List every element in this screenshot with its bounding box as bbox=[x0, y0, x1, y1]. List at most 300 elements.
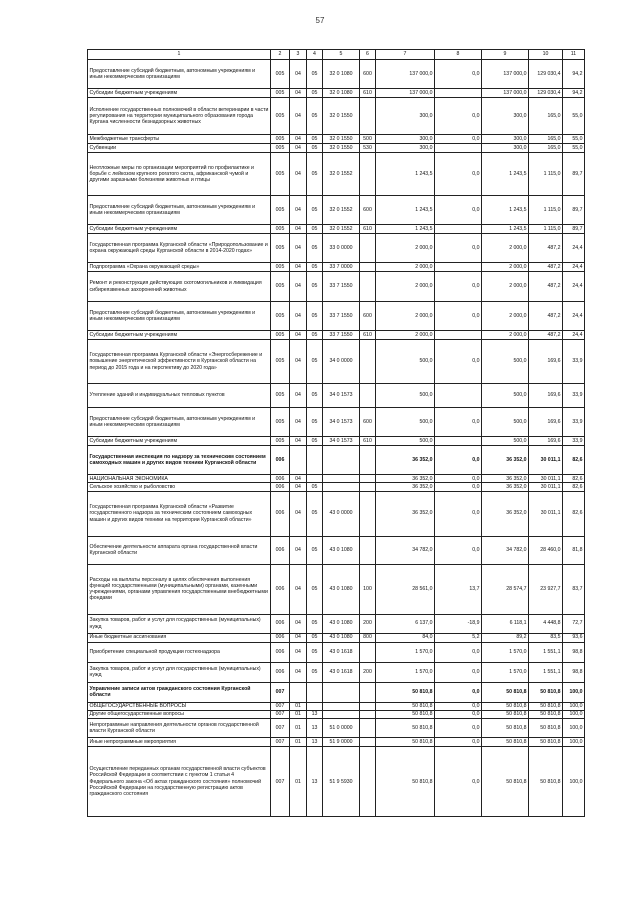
approved-amount-cell: 50 810,8 bbox=[376, 747, 435, 817]
row-name-cell: Межбюджетные трансферты bbox=[88, 135, 271, 144]
subsection-cell bbox=[307, 475, 323, 483]
section-cell: 04 bbox=[290, 225, 307, 234]
change-amount-cell bbox=[435, 331, 482, 340]
percent-executed-cell: 33,9 bbox=[563, 408, 585, 437]
executed-amount-cell: 30 011,1 bbox=[529, 491, 563, 536]
subsection-cell: 05 bbox=[307, 225, 323, 234]
column-header-7: 7 bbox=[376, 50, 435, 60]
subsection-cell: 05 bbox=[307, 437, 323, 446]
approved-amount-cell: 1 570,0 bbox=[376, 642, 435, 662]
section-cell: 04 bbox=[290, 272, 307, 302]
section-cell: 04 bbox=[290, 60, 307, 89]
executed-amount-cell: 165,0 bbox=[529, 144, 563, 153]
admin-code-cell: 005 bbox=[271, 302, 290, 331]
column-header-6: 6 bbox=[360, 50, 376, 60]
percent-executed-cell: 24,4 bbox=[563, 263, 585, 272]
row-name-cell: Ремонт и реконструкция действующих скотомогильников и ликвидация сибиреязвенных захоронений животных bbox=[88, 272, 271, 302]
expense-type-cell: 610 bbox=[360, 89, 376, 98]
change-amount-cell: 0,0 bbox=[435, 747, 482, 817]
subsection-cell: 05 bbox=[307, 60, 323, 89]
percent-executed-cell: 100,0 bbox=[563, 738, 585, 747]
target-article-cell: 32 0 1552 bbox=[323, 153, 360, 196]
table-body bbox=[88, 60, 585, 817]
approved-amount-cell: 50 810,8 bbox=[376, 702, 435, 710]
target-article-cell: 51 0 0000 bbox=[323, 719, 360, 738]
revised-amount-cell: 36 352,0 bbox=[482, 491, 529, 536]
admin-code-cell: 005 bbox=[271, 272, 290, 302]
expense-type-cell bbox=[360, 340, 376, 384]
budget-table bbox=[87, 49, 585, 817]
revised-amount-cell: 2 000,0 bbox=[482, 302, 529, 331]
row-name-cell: Субсидии бюджетным учреждениям bbox=[88, 331, 271, 340]
admin-code-cell: 006 bbox=[271, 491, 290, 536]
target-article-cell: 32 0 1080 bbox=[323, 60, 360, 89]
row-name-cell: Приобретение специальной продукции гостехнадзора bbox=[88, 642, 271, 662]
executed-amount-cell: 169,6 bbox=[529, 340, 563, 384]
executed-amount-cell: 50 810,8 bbox=[529, 747, 563, 817]
executed-amount-cell: 129 030,4 bbox=[529, 89, 563, 98]
percent-executed-cell: 94,2 bbox=[563, 60, 585, 89]
revised-amount-cell: 28 574,7 bbox=[482, 564, 529, 614]
change-amount-cell bbox=[435, 437, 482, 446]
target-article-cell: 33 7 1550 bbox=[323, 331, 360, 340]
row-name-cell: Управление записи актов гражданского состояния Курганской области bbox=[88, 682, 271, 702]
approved-amount-cell: 36 352,0 bbox=[376, 475, 435, 483]
section-cell: 04 bbox=[290, 491, 307, 536]
revised-amount-cell: 1 570,0 bbox=[482, 662, 529, 682]
row-name-cell: Подпрограмма «Охрана окружающей среды» bbox=[88, 263, 271, 272]
expense-type-cell: 800 bbox=[360, 633, 376, 642]
revised-amount-cell: 50 810,8 bbox=[482, 702, 529, 710]
row-name-cell: Исполнение государственных полномочий в области ветеринарии в части регулирования на территории муниципального образования города Кургана численности безнадзорных животных bbox=[88, 98, 271, 135]
revised-amount-cell: 36 352,0 bbox=[482, 483, 529, 491]
section-cell: 01 bbox=[290, 710, 307, 718]
subsection-cell: 13 bbox=[307, 719, 323, 738]
expense-type-cell: 600 bbox=[360, 408, 376, 437]
executed-amount-cell: 129 030,4 bbox=[529, 60, 563, 89]
admin-code-cell: 007 bbox=[271, 747, 290, 817]
subsection-cell: 05 bbox=[307, 234, 323, 263]
subsection-cell: 05 bbox=[307, 483, 323, 491]
change-amount-cell: 0,0 bbox=[435, 135, 482, 144]
row-name-cell: Субсидии бюджетным учреждениям bbox=[88, 89, 271, 98]
change-amount-cell: 0,0 bbox=[435, 702, 482, 710]
table-row bbox=[88, 144, 585, 153]
row-name-cell: Государственная программа Курганской области «Энергосбережение и повышение энергетической эффективности в Курганской области на период до 2015 года и на перспективу до 2020 года» bbox=[88, 340, 271, 384]
row-name-cell: Закупка товаров, работ и услуг для государственных (муниципальных) нужд bbox=[88, 614, 271, 633]
table-row bbox=[88, 747, 585, 817]
section-cell bbox=[290, 446, 307, 475]
executed-amount-cell: 1 115,0 bbox=[529, 196, 563, 225]
revised-amount-cell: 500,0 bbox=[482, 384, 529, 408]
approved-amount-cell: 1 243,5 bbox=[376, 225, 435, 234]
row-name-cell: Расходы на выплаты персоналу в целях обеспечения выполнения функций государственными (муниципальными) органами, казенными учреждениями, органами управления государственными внебюджетными фондами bbox=[88, 564, 271, 614]
target-article-cell: 43 0 1080 bbox=[323, 564, 360, 614]
target-article-cell: 43 0 0000 bbox=[323, 491, 360, 536]
section-cell: 04 bbox=[290, 135, 307, 144]
executed-amount-cell: 50 810,8 bbox=[529, 719, 563, 738]
approved-amount-cell: 50 810,8 bbox=[376, 682, 435, 702]
expense-type-cell bbox=[360, 153, 376, 196]
revised-amount-cell: 1 243,5 bbox=[482, 196, 529, 225]
executed-amount-cell: 487,2 bbox=[529, 302, 563, 331]
subsection-cell: 05 bbox=[307, 633, 323, 642]
expense-type-cell bbox=[360, 710, 376, 718]
expense-type-cell bbox=[360, 446, 376, 475]
expense-type-cell: 530 bbox=[360, 144, 376, 153]
approved-amount-cell: 2 000,0 bbox=[376, 263, 435, 272]
table-row bbox=[88, 384, 585, 408]
expense-type-cell: 100 bbox=[360, 564, 376, 614]
percent-executed-cell: 82,6 bbox=[563, 446, 585, 475]
row-name-cell: Сельское хозяйство и рыболовство bbox=[88, 483, 271, 491]
percent-executed-cell: 82,6 bbox=[563, 491, 585, 536]
admin-code-cell: 006 bbox=[271, 483, 290, 491]
percent-executed-cell: 100,0 bbox=[563, 710, 585, 718]
row-name-cell: Предоставление субсидий бюджетным, автономным учреждениям и иным некоммерческим организациям bbox=[88, 302, 271, 331]
revised-amount-cell: 500,0 bbox=[482, 340, 529, 384]
revised-amount-cell: 50 810,8 bbox=[482, 738, 529, 747]
section-cell: 04 bbox=[290, 536, 307, 564]
row-name-cell: Субсидии бюджетным учреждениям bbox=[88, 225, 271, 234]
revised-amount-cell: 2 000,0 bbox=[482, 272, 529, 302]
target-article-cell bbox=[323, 446, 360, 475]
subsection-cell: 05 bbox=[307, 408, 323, 437]
table-row bbox=[88, 633, 585, 642]
percent-executed-cell: 82,6 bbox=[563, 483, 585, 491]
percent-executed-cell: 98,8 bbox=[563, 662, 585, 682]
subsection-cell: 13 bbox=[307, 738, 323, 747]
row-name-cell: Государственная инспекция по надзору за техническим состоянием самоходных машин и других видов техники Курганской области bbox=[88, 446, 271, 475]
subsection-cell: 05 bbox=[307, 384, 323, 408]
admin-code-cell: 005 bbox=[271, 153, 290, 196]
percent-executed-cell: 100,0 bbox=[563, 719, 585, 738]
section-cell: 04 bbox=[290, 89, 307, 98]
target-article-cell: 33 7 0000 bbox=[323, 263, 360, 272]
approved-amount-cell: 300,0 bbox=[376, 144, 435, 153]
target-article-cell: 43 0 1618 bbox=[323, 642, 360, 662]
revised-amount-cell: 50 810,8 bbox=[482, 747, 529, 817]
percent-executed-cell: 89,7 bbox=[563, 153, 585, 196]
row-name-cell: Иные непрограммные мероприятия bbox=[88, 738, 271, 747]
table-row bbox=[88, 719, 585, 738]
section-cell: 01 bbox=[290, 747, 307, 817]
subsection-cell: 05 bbox=[307, 662, 323, 682]
revised-amount-cell: 1 570,0 bbox=[482, 642, 529, 662]
table-row bbox=[88, 331, 585, 340]
percent-executed-cell: 82,6 bbox=[563, 475, 585, 483]
section-cell: 04 bbox=[290, 98, 307, 135]
subsection-cell: 05 bbox=[307, 153, 323, 196]
approved-amount-cell: 500,0 bbox=[376, 384, 435, 408]
target-article-cell bbox=[323, 682, 360, 702]
row-name-cell: Предоставление субсидий бюджетным, автономным учреждениям и иным некоммерческим организациям bbox=[88, 60, 271, 89]
expense-type-cell bbox=[360, 475, 376, 483]
executed-amount-cell: 50 810,8 bbox=[529, 682, 563, 702]
approved-amount-cell: 300,0 bbox=[376, 98, 435, 135]
expense-type-cell bbox=[360, 642, 376, 662]
expense-type-cell bbox=[360, 682, 376, 702]
subsection-cell: 05 bbox=[307, 331, 323, 340]
percent-executed-cell: 93,6 bbox=[563, 633, 585, 642]
change-amount-cell: 0,0 bbox=[435, 98, 482, 135]
change-amount-cell: 5,2 bbox=[435, 633, 482, 642]
section-cell: 04 bbox=[290, 331, 307, 340]
expense-type-cell bbox=[360, 719, 376, 738]
revised-amount-cell: 50 810,8 bbox=[482, 719, 529, 738]
revised-amount-cell: 36 352,0 bbox=[482, 475, 529, 483]
table-row bbox=[88, 302, 585, 331]
table-row bbox=[88, 475, 585, 483]
target-article-cell: 34 0 1573 bbox=[323, 384, 360, 408]
change-amount-cell: 0,0 bbox=[435, 475, 482, 483]
percent-executed-cell: 55,0 bbox=[563, 144, 585, 153]
subsection-cell: 05 bbox=[307, 144, 323, 153]
table-row bbox=[88, 98, 585, 135]
target-article-cell: 33 0 0000 bbox=[323, 234, 360, 263]
expense-type-cell bbox=[360, 536, 376, 564]
approved-amount-cell: 36 352,0 bbox=[376, 446, 435, 475]
section-cell: 04 bbox=[290, 302, 307, 331]
approved-amount-cell: 84,0 bbox=[376, 633, 435, 642]
change-amount-cell: 0,0 bbox=[435, 662, 482, 682]
revised-amount-cell: 34 782,0 bbox=[482, 536, 529, 564]
approved-amount-cell: 500,0 bbox=[376, 437, 435, 446]
approved-amount-cell: 2 000,0 bbox=[376, 302, 435, 331]
row-name-cell: Закупка товаров, работ и услуг для государственных (муниципальных) нужд bbox=[88, 662, 271, 682]
revised-amount-cell: 1 243,5 bbox=[482, 153, 529, 196]
table-row bbox=[88, 682, 585, 702]
section-cell: 04 bbox=[290, 614, 307, 633]
revised-amount-cell: 6 118,1 bbox=[482, 614, 529, 633]
column-number-row bbox=[88, 50, 585, 60]
subsection-cell: 05 bbox=[307, 564, 323, 614]
executed-amount-cell: 1 551,1 bbox=[529, 642, 563, 662]
executed-amount-cell: 30 011,1 bbox=[529, 475, 563, 483]
revised-amount-cell: 300,0 bbox=[482, 98, 529, 135]
row-name-cell: Предоставление субсидий бюджетным, автономным учреждениям и иным некоммерческим организациям bbox=[88, 196, 271, 225]
executed-amount-cell: 487,2 bbox=[529, 234, 563, 263]
percent-executed-cell: 89,7 bbox=[563, 225, 585, 234]
expense-type-cell bbox=[360, 98, 376, 135]
section-cell: 04 bbox=[290, 384, 307, 408]
expense-type-cell bbox=[360, 384, 376, 408]
percent-executed-cell: 89,7 bbox=[563, 196, 585, 225]
approved-amount-cell: 1 243,5 bbox=[376, 196, 435, 225]
percent-executed-cell: 55,0 bbox=[563, 135, 585, 144]
subsection-cell: 05 bbox=[307, 340, 323, 384]
revised-amount-cell: 50 810,8 bbox=[482, 710, 529, 718]
approved-amount-cell: 2 000,0 bbox=[376, 331, 435, 340]
executed-amount-cell: 4 448,8 bbox=[529, 614, 563, 633]
target-article-cell: 33 7 1550 bbox=[323, 272, 360, 302]
target-article-cell: 43 0 1618 bbox=[323, 662, 360, 682]
change-amount-cell: 0,0 bbox=[435, 491, 482, 536]
row-name-cell: Государственная программа Курганской области «Природопользование и охрана окружающей среды Курганской области в 2014-2020 годах» bbox=[88, 234, 271, 263]
column-header-11: 11 bbox=[563, 50, 585, 60]
table-row bbox=[88, 135, 585, 144]
executed-amount-cell: 487,2 bbox=[529, 331, 563, 340]
section-cell: 04 bbox=[290, 340, 307, 384]
subsection-cell: 05 bbox=[307, 614, 323, 633]
page-number: 57 bbox=[315, 16, 325, 25]
executed-amount-cell: 50 810,8 bbox=[529, 710, 563, 718]
expense-type-cell bbox=[360, 272, 376, 302]
admin-code-cell: 005 bbox=[271, 340, 290, 384]
section-cell: 01 bbox=[290, 702, 307, 710]
approved-amount-cell: 500,0 bbox=[376, 408, 435, 437]
column-header-8: 8 bbox=[435, 50, 482, 60]
change-amount-cell bbox=[435, 263, 482, 272]
target-article-cell: 32 0 1552 bbox=[323, 225, 360, 234]
expense-type-cell: 610 bbox=[360, 437, 376, 446]
percent-executed-cell: 98,8 bbox=[563, 642, 585, 662]
subsection-cell: 05 bbox=[307, 98, 323, 135]
target-article-cell bbox=[323, 702, 360, 710]
approved-amount-cell: 500,0 bbox=[376, 340, 435, 384]
expense-type-cell bbox=[360, 747, 376, 817]
row-name-cell: Предоставление субсидий бюджетным, автономным учреждениям и иным некоммерческим организациям bbox=[88, 408, 271, 437]
approved-amount-cell: 50 810,8 bbox=[376, 710, 435, 718]
percent-executed-cell: 24,4 bbox=[563, 302, 585, 331]
subsection-cell: 13 bbox=[307, 710, 323, 718]
executed-amount-cell: 169,6 bbox=[529, 437, 563, 446]
table-row bbox=[88, 491, 585, 536]
change-amount-cell bbox=[435, 89, 482, 98]
approved-amount-cell: 6 137,0 bbox=[376, 614, 435, 633]
executed-amount-cell: 1 551,1 bbox=[529, 662, 563, 682]
change-amount-cell: 0,0 bbox=[435, 272, 482, 302]
revised-amount-cell: 137 000,0 bbox=[482, 89, 529, 98]
admin-code-cell: 006 bbox=[271, 536, 290, 564]
target-article-cell: 32 0 1080 bbox=[323, 89, 360, 98]
table-row bbox=[88, 662, 585, 682]
admin-code-cell: 005 bbox=[271, 89, 290, 98]
section-cell: 04 bbox=[290, 196, 307, 225]
admin-code-cell: 005 bbox=[271, 144, 290, 153]
column-header-10: 10 bbox=[529, 50, 563, 60]
table-row bbox=[88, 263, 585, 272]
revised-amount-cell: 2 000,0 bbox=[482, 331, 529, 340]
target-article-cell: 51 9 0000 bbox=[323, 738, 360, 747]
revised-amount-cell: 89,2 bbox=[482, 633, 529, 642]
expense-type-cell bbox=[360, 738, 376, 747]
percent-executed-cell: 100,0 bbox=[563, 702, 585, 710]
admin-code-cell: 005 bbox=[271, 384, 290, 408]
section-cell: 04 bbox=[290, 144, 307, 153]
table-row bbox=[88, 738, 585, 747]
section-cell: 04 bbox=[290, 662, 307, 682]
row-name-cell: НАЦИОНАЛЬНАЯ ЭКОНОМИКА bbox=[88, 475, 271, 483]
section-cell: 01 bbox=[290, 719, 307, 738]
change-amount-cell: 0,0 bbox=[435, 340, 482, 384]
approved-amount-cell: 137 000,0 bbox=[376, 89, 435, 98]
admin-code-cell: 005 bbox=[271, 196, 290, 225]
expense-type-cell: 200 bbox=[360, 614, 376, 633]
executed-amount-cell: 23 927,7 bbox=[529, 564, 563, 614]
admin-code-cell: 007 bbox=[271, 710, 290, 718]
row-name-cell: ОБЩЕГОСУДАРСТВЕННЫЕ ВОПРОСЫ bbox=[88, 702, 271, 710]
revised-amount-cell: 500,0 bbox=[482, 437, 529, 446]
subsection-cell: 05 bbox=[307, 642, 323, 662]
admin-code-cell: 005 bbox=[271, 234, 290, 263]
table-row bbox=[88, 642, 585, 662]
percent-executed-cell: 24,4 bbox=[563, 272, 585, 302]
subsection-cell bbox=[307, 446, 323, 475]
change-amount-cell: 0,0 bbox=[435, 536, 482, 564]
section-cell: 04 bbox=[290, 263, 307, 272]
executed-amount-cell: 487,2 bbox=[529, 272, 563, 302]
table-row bbox=[88, 702, 585, 710]
admin-code-cell: 006 bbox=[271, 662, 290, 682]
admin-code-cell: 005 bbox=[271, 437, 290, 446]
target-article-cell bbox=[323, 483, 360, 491]
target-article-cell: 43 0 1080 bbox=[323, 614, 360, 633]
change-amount-cell: 0,0 bbox=[435, 302, 482, 331]
column-header-3: 3 bbox=[290, 50, 307, 60]
expense-type-cell bbox=[360, 483, 376, 491]
column-header-2: 2 bbox=[271, 50, 290, 60]
expense-type-cell: 600 bbox=[360, 196, 376, 225]
target-article-cell: 32 0 1550 bbox=[323, 98, 360, 135]
executed-amount-cell: 30 011,1 bbox=[529, 483, 563, 491]
subsection-cell: 05 bbox=[307, 196, 323, 225]
row-name-cell: Иные бюджетные ассигнования bbox=[88, 633, 271, 642]
subsection-cell: 05 bbox=[307, 135, 323, 144]
percent-executed-cell: 33,9 bbox=[563, 340, 585, 384]
table-row bbox=[88, 272, 585, 302]
admin-code-cell: 006 bbox=[271, 564, 290, 614]
expense-type-cell bbox=[360, 263, 376, 272]
section-cell: 04 bbox=[290, 153, 307, 196]
row-name-cell: Утепление зданий и индивидуальных тепловых пунктов bbox=[88, 384, 271, 408]
expense-type-cell: 200 bbox=[360, 662, 376, 682]
subsection-cell: 05 bbox=[307, 89, 323, 98]
executed-amount-cell: 169,6 bbox=[529, 408, 563, 437]
percent-executed-cell: 24,4 bbox=[563, 234, 585, 263]
column-header-1: 1 bbox=[88, 50, 271, 60]
admin-code-cell: 005 bbox=[271, 331, 290, 340]
target-article-cell: 32 0 1552 bbox=[323, 196, 360, 225]
percent-executed-cell: 55,0 bbox=[563, 98, 585, 135]
row-name-cell: Другие общегосударственные вопросы bbox=[88, 710, 271, 718]
table-row bbox=[88, 710, 585, 718]
section-cell: 04 bbox=[290, 564, 307, 614]
section-cell: 04 bbox=[290, 642, 307, 662]
percent-executed-cell: 94,2 bbox=[563, 89, 585, 98]
target-article-cell bbox=[323, 475, 360, 483]
section-cell: 04 bbox=[290, 475, 307, 483]
table-row bbox=[88, 536, 585, 564]
admin-code-cell: 006 bbox=[271, 642, 290, 662]
expense-type-cell: 610 bbox=[360, 331, 376, 340]
expense-type-cell bbox=[360, 702, 376, 710]
subsection-cell: 05 bbox=[307, 302, 323, 331]
admin-code-cell: 005 bbox=[271, 225, 290, 234]
revised-amount-cell: 50 810,8 bbox=[482, 682, 529, 702]
percent-executed-cell: 100,0 bbox=[563, 747, 585, 817]
table-row bbox=[88, 564, 585, 614]
approved-amount-cell: 36 352,0 bbox=[376, 483, 435, 491]
percent-executed-cell: 83,7 bbox=[563, 564, 585, 614]
admin-code-cell: 007 bbox=[271, 738, 290, 747]
percent-executed-cell: 24,4 bbox=[563, 331, 585, 340]
approved-amount-cell: 34 782,0 bbox=[376, 536, 435, 564]
approved-amount-cell: 2 000,0 bbox=[376, 272, 435, 302]
change-amount-cell: 0,0 bbox=[435, 710, 482, 718]
change-amount-cell: 0,0 bbox=[435, 483, 482, 491]
table-row bbox=[88, 340, 585, 384]
